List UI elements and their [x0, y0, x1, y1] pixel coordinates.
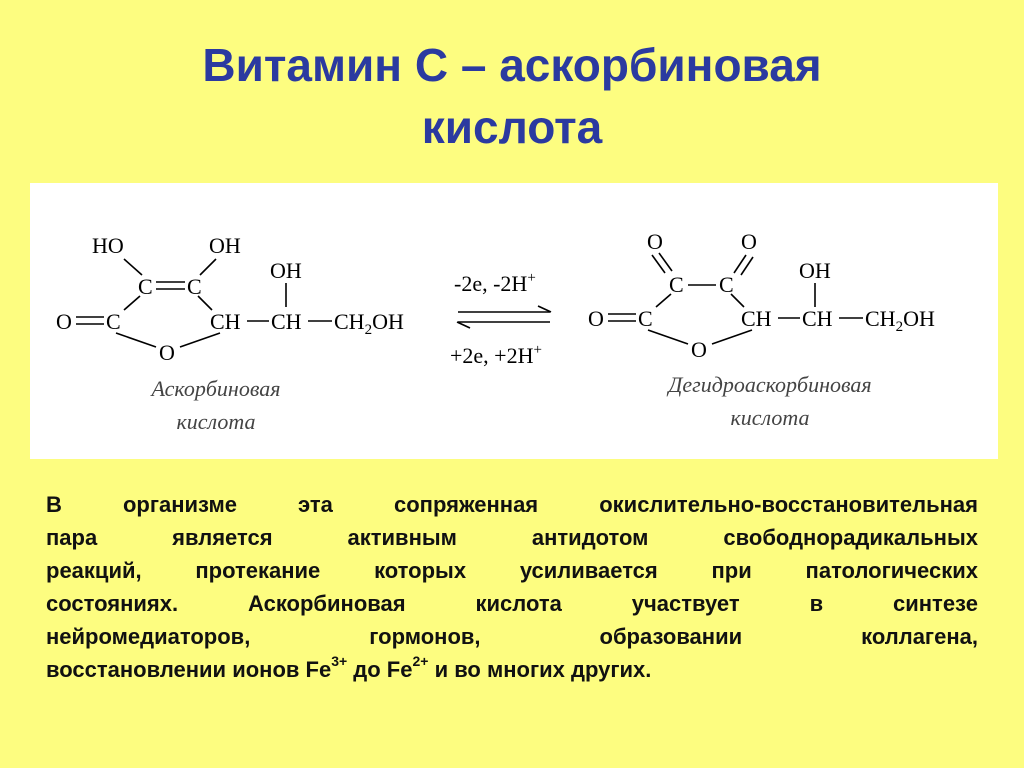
- body-word: организме: [122, 492, 237, 517]
- atom-c3: C: [106, 309, 121, 334]
- body-word: реакций,: [46, 558, 142, 583]
- atom-ch-1-right: CH: [741, 306, 772, 331]
- title-line-2: кислота: [421, 101, 603, 153]
- body-word: пара: [46, 525, 98, 550]
- atom-o-carbonyl-right: O: [588, 306, 604, 331]
- ascorbic-acid-structure: [56, 233, 404, 434]
- atom-ch-2: CH: [271, 309, 302, 334]
- body-word: является: [172, 525, 273, 550]
- body-line-5: [46, 620, 978, 653]
- body-word: Аскорбиновая: [248, 591, 406, 616]
- body-word: образовании: [599, 624, 743, 649]
- body-word: свободнорадикальных: [723, 525, 978, 550]
- dehydroascorbic-acid-structure: [588, 229, 935, 430]
- atom-o-left: O: [647, 229, 663, 254]
- body-word: коллагена,: [861, 624, 978, 649]
- ascorbic-caption-1: Аскорбиновая: [151, 376, 281, 401]
- body-word: в: [809, 591, 824, 616]
- slide-title: [0, 34, 1024, 158]
- body-word: активным: [347, 525, 457, 550]
- body-line-2: [46, 521, 978, 554]
- atom-oh-1: OH: [209, 233, 241, 258]
- atom-ho: HO: [92, 233, 124, 258]
- atom-oh-right: OH: [799, 258, 831, 283]
- atom-c3-right: C: [638, 306, 653, 331]
- body-word: гормонов,: [369, 624, 481, 649]
- body-word: которых: [374, 558, 467, 583]
- arrow-bottom-label: +2e, +2H+: [450, 342, 542, 368]
- reaction-scheme: [30, 183, 998, 459]
- body-word: антидотом: [531, 525, 649, 550]
- atom-c2: C: [187, 274, 202, 299]
- body-word: эта: [298, 492, 333, 517]
- body-word: нейромедиаторов,: [46, 624, 251, 649]
- atom-ch2oh: $CH_2OH$: [334, 309, 404, 338]
- body-paragraph: [46, 488, 978, 686]
- body-line-4: [46, 587, 978, 620]
- body-word: сопряженная: [394, 492, 539, 517]
- body-word: В: [46, 492, 62, 517]
- atom-oh-2: OH: [270, 258, 302, 283]
- atom-ch2oh-right: $CH_2OH$: [865, 306, 935, 335]
- body-word: кислота: [475, 591, 562, 616]
- body-line-3: [46, 554, 978, 587]
- body-word: синтезе: [893, 591, 978, 616]
- atom-c1-right: C: [669, 272, 684, 297]
- atom-ch-1: CH: [210, 309, 241, 334]
- body-word: состояниях.: [46, 591, 179, 616]
- dehydro-caption-1: Дегидроаскорбиновая: [668, 372, 872, 397]
- body-line-1: [46, 488, 978, 521]
- atom-ring-o: O: [159, 340, 175, 365]
- atom-ring-o-right: O: [691, 337, 707, 362]
- body-line-6: [46, 653, 978, 686]
- body-word: усиливается: [519, 558, 658, 583]
- arrow-top-label: -2e, -2H+: [454, 270, 536, 296]
- body-word: патологических: [805, 558, 978, 583]
- atom-o-carbonyl: O: [56, 309, 72, 334]
- atom-ch-2-right: CH: [802, 306, 833, 331]
- equilibrium-arrows: [450, 270, 551, 368]
- atom-c1: C: [138, 274, 153, 299]
- title-line-1: Витамин С – аскорбиновая: [202, 39, 822, 91]
- reaction-scheme-drawing: [30, 183, 998, 459]
- ascorbic-caption-2: кислота: [176, 409, 256, 434]
- body-line-6-text: восстановлении ионов $Fe^{3+}$ до $Fe^{2+}$ и во многих других.: [46, 652, 652, 682]
- body-word: участвует: [631, 591, 740, 616]
- body-word: при: [711, 558, 752, 583]
- atom-o-right: O: [741, 229, 757, 254]
- body-word: окислительно-восстановительная: [599, 492, 978, 517]
- dehydro-caption-2: кислота: [730, 405, 810, 430]
- body-word: протекание: [195, 558, 321, 583]
- atom-c2-right: C: [719, 272, 734, 297]
